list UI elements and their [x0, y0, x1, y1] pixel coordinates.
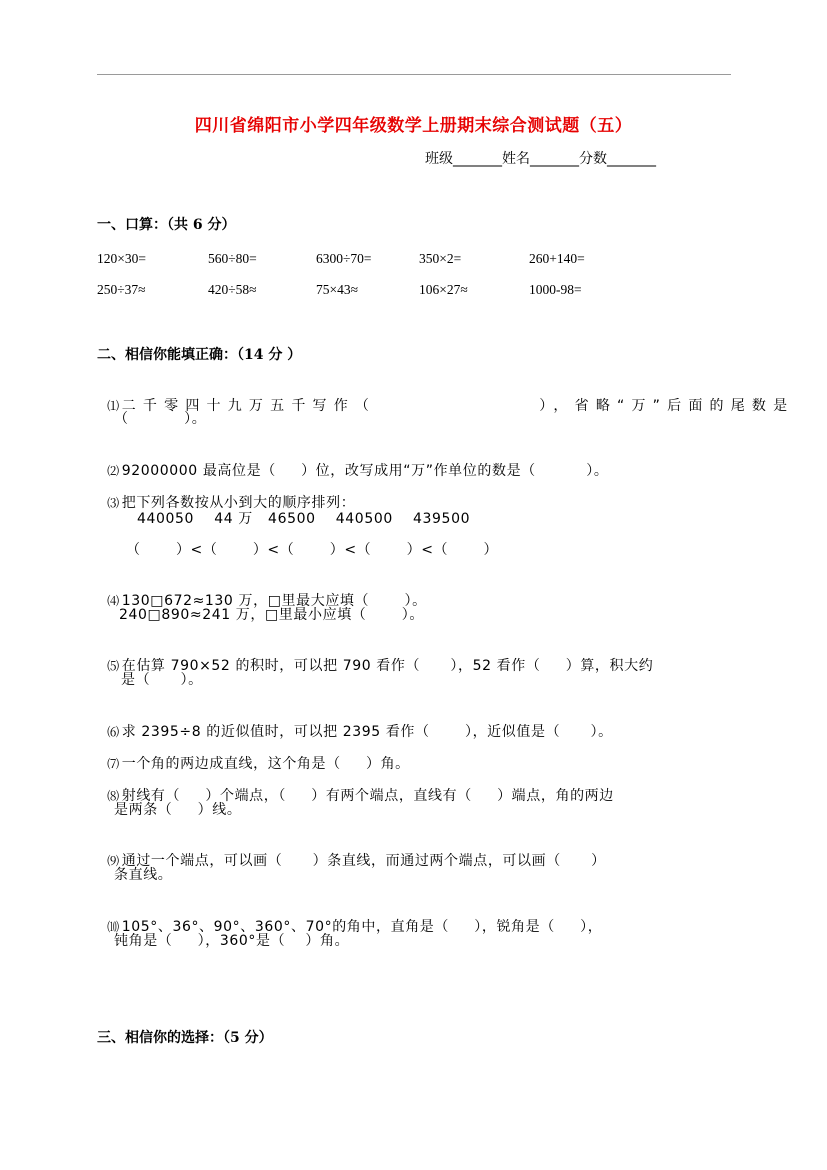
question-number: ⑹	[107, 725, 120, 739]
student-info-fields: 班级_______姓名_______分数_______	[425, 151, 656, 167]
calc-item: 120×30=	[97, 251, 146, 266]
question-number: ⑴	[107, 399, 120, 413]
header-rule	[97, 74, 731, 75]
calc-item: 106×27≈	[419, 282, 468, 297]
question-number: ⑼	[107, 854, 120, 868]
question-number: ⑶	[107, 496, 120, 510]
question-4: ⑷ 130□672≈130 万，□里最大应填（ ）。	[107, 593, 427, 609]
section3-heading: 三、相信你的选择：（5 分）	[97, 1030, 273, 1046]
question-6: ⑹ 求 2395÷8 的近似值时，可以把 2395 看作（ ），近似值是（ ）。	[107, 724, 613, 740]
calc-item: 560÷80=	[208, 251, 257, 266]
section2-heading: 二、相信你能填正确：（14 分 ）	[97, 347, 302, 363]
question-3: ⑶ 把下列各数按从小到大的顺序排列：	[107, 495, 356, 511]
question-5: ⑸ 在估算 790×52 的积时，可以把 790 看作（ ），52 看作（ ）算，积大约	[107, 658, 654, 674]
question-10: ⑽ 105°、36°、90°、360°、70°的角中，直角是（ ），锐角是（ ），	[107, 919, 603, 935]
question-4-continued: 240□890≈241 万，□里最小应填（ ）。	[119, 607, 424, 623]
question-8-continued: 是两条（ ）线。	[114, 802, 242, 818]
question-1: ⑴ 二千零四十九万五千写作（ ），省略“万”后面的尾数是	[107, 398, 795, 414]
calc-item: 75×43≈	[316, 282, 359, 297]
question-3-blanks: （ ）<（ ）<（ ）<（ ）<（ ）	[126, 542, 499, 558]
question-7: ⑺ 一个角的两边成直线，这个角是（ ）角。	[107, 756, 410, 772]
question-number: ⑷	[107, 594, 120, 608]
calc-item: 260+140=	[529, 251, 585, 266]
question-number: ⑵	[107, 464, 120, 478]
calc-item: 420÷58≈	[208, 282, 257, 297]
question-3-numbers: 440050 44 万 46500 440500 439500	[137, 511, 471, 527]
calc-item: 1000-98=	[529, 282, 582, 297]
calc-item: 6300÷70=	[316, 251, 372, 266]
question-9: ⑼ 通过一个端点，可以画（ ）条直线，而通过两个端点，可以画（ ）	[107, 853, 606, 869]
section1-heading: 一、口算：（共 6 分）	[97, 217, 236, 233]
question-9-continued: 条直线。	[114, 867, 173, 883]
question-number: ⑸	[107, 659, 120, 673]
question-number: ⑺	[107, 757, 120, 771]
page-title: 四川省绵阳市小学四年级数学上册期末综合测试题（五）	[194, 116, 633, 136]
question-number: ⑻	[107, 789, 120, 803]
question-8: ⑻ 射线有（ ）个端点，（ ）有两个端点，直线有（ ）端点，角的两边	[107, 788, 614, 804]
question-number: ⑽	[107, 920, 120, 934]
question-10-continued: 钝角是（ ），360°是（ ）角。	[114, 933, 350, 949]
calc-item: 250÷37≈	[97, 282, 146, 297]
question-1-continued: （ ）。	[114, 411, 207, 427]
question-2: ⑵ 92000000 最高位是（ ）位，改写成用“万”作单位的数是（ ）。	[107, 463, 609, 479]
calc-item: 350×2=	[419, 251, 462, 266]
question-5-continued: 是（ ）。	[121, 672, 203, 688]
